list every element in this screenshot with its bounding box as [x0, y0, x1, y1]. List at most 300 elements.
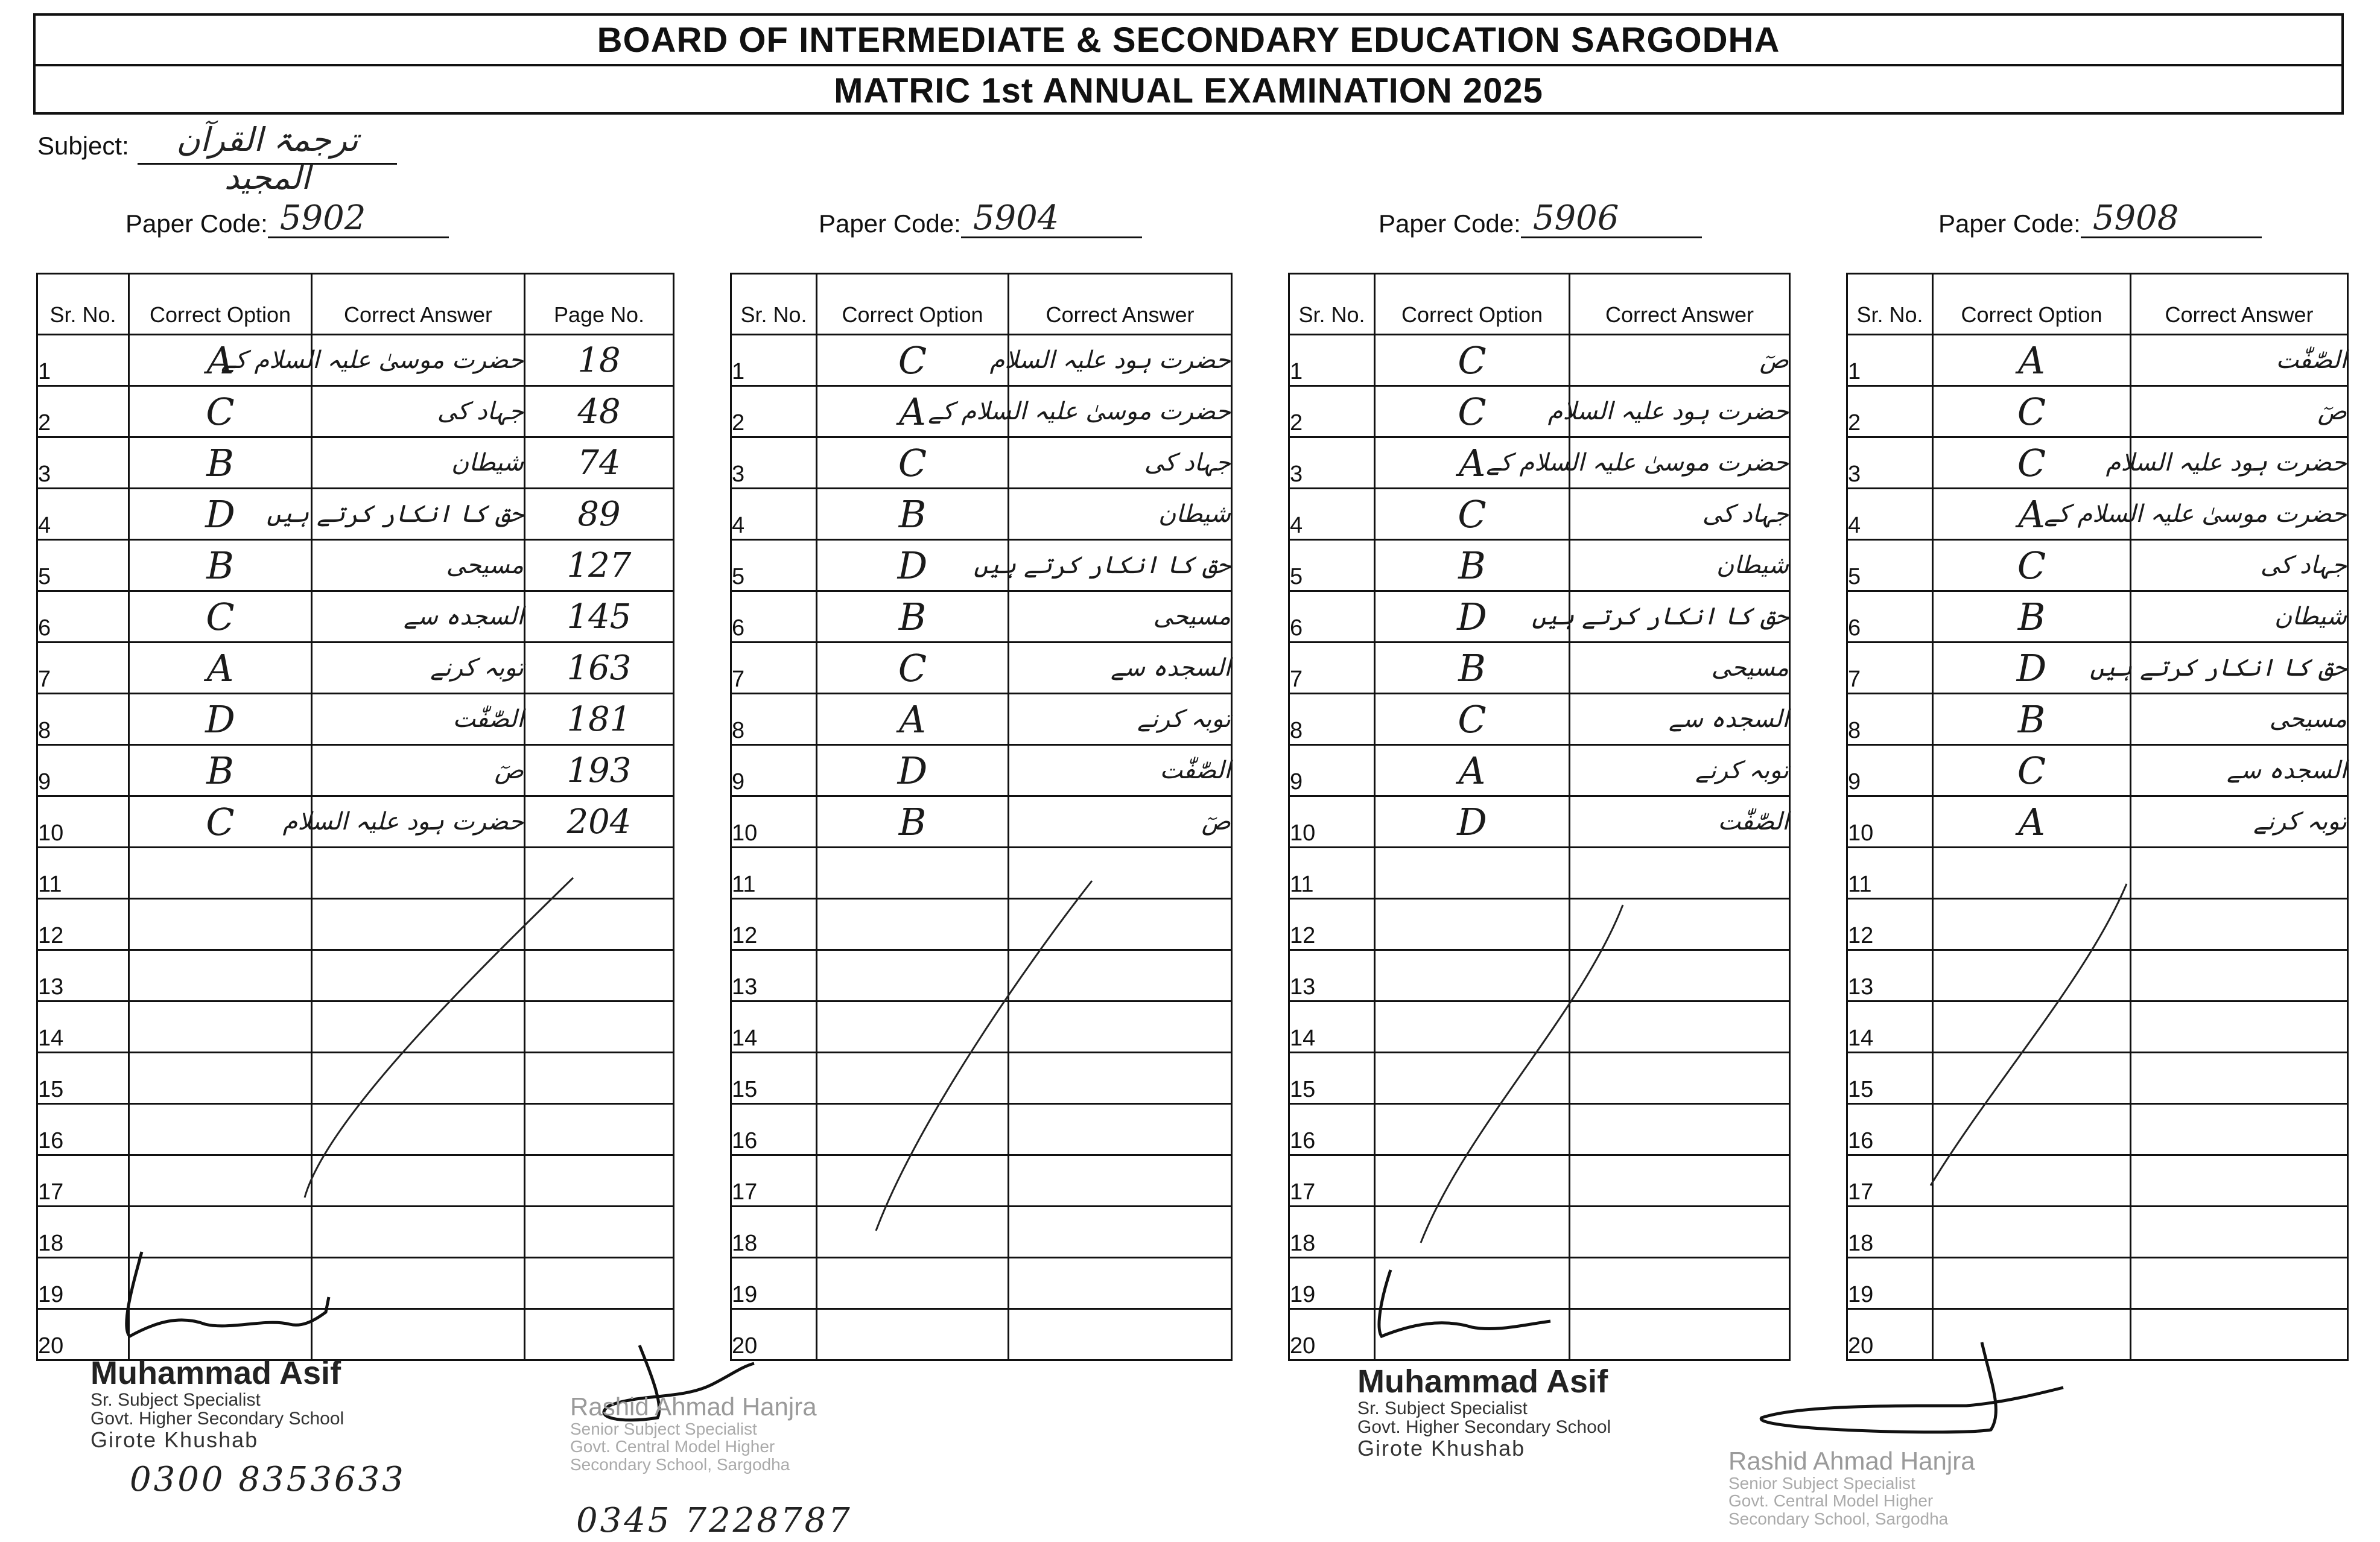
sr-cell: 18: [731, 1207, 817, 1258]
correct-answer-cell: [2131, 1258, 2348, 1309]
sr-cell: 13: [1289, 950, 1375, 1001]
correct-answer-cell: [2131, 899, 2348, 950]
correct-option-cell: [817, 1309, 1009, 1360]
sr-cell: 2: [1847, 386, 1933, 437]
paper-code-label: Paper Code:: [125, 209, 268, 238]
table-row: [731, 642, 1232, 694]
table-row: [37, 642, 674, 694]
correct-answer-cell: [1009, 1207, 1232, 1258]
correct-answer-cell: [2131, 848, 2348, 899]
correct-answer-cell: شیطان: [2131, 591, 2348, 642]
answer-key-table-3: [1288, 273, 1791, 1361]
stamp-school: Govt. Higher Secondary School: [1357, 1417, 1611, 1438]
correct-answer-cell: [2131, 1207, 2348, 1258]
sr-cell: 16: [1289, 1104, 1375, 1155]
table-row: [731, 591, 1232, 642]
sr-cell: 7: [731, 642, 817, 694]
phone-asif: 0300 8353633: [130, 1460, 406, 1499]
sr-cell: 2: [1289, 386, 1375, 437]
correct-answer-cell: [312, 1104, 525, 1155]
table-row: [1289, 489, 1790, 540]
correct-option-cell: [129, 950, 312, 1001]
correct-option-cell: [1933, 1258, 2131, 1309]
table-row: [1289, 1001, 1790, 1053]
correct-option-cell: B: [1933, 591, 2131, 642]
correct-answer-cell: [312, 1001, 525, 1053]
table-row: [731, 796, 1232, 848]
correct-answer-cell: [312, 950, 525, 1001]
table-row: [731, 848, 1232, 899]
correct-option-cell: C: [1375, 694, 1570, 745]
sr-cell: 11: [37, 848, 129, 899]
table-header-row: [731, 274, 1232, 335]
correct-answer-cell: [312, 1155, 525, 1207]
correct-option-cell: B: [129, 540, 312, 591]
correct-answer-cell: [1570, 1053, 1790, 1104]
page-no-cell: 181: [525, 694, 674, 745]
correct-answer-cell: حضرت موسیٰ علیہ السلام کے: [1009, 386, 1232, 437]
sr-cell: 4: [1289, 489, 1375, 540]
correct-option-cell: B: [817, 489, 1009, 540]
table-body: [1289, 335, 1790, 1360]
stamp-title: Senior Subject Specialist: [1728, 1474, 1915, 1493]
stamp-rashid-hanjra-2: [1728, 1448, 1975, 1528]
page-no-cell: [525, 1104, 674, 1155]
table-row: [1847, 1001, 2348, 1053]
correct-option-cell: B: [1933, 694, 2131, 745]
table-body: [1847, 335, 2348, 1360]
page-no-cell: 145: [525, 591, 674, 642]
correct-answer-cell: [312, 1258, 525, 1309]
sr-cell: 17: [1847, 1155, 1933, 1207]
correct-option-cell: C: [1933, 386, 2131, 437]
sr-cell: 16: [1847, 1104, 1933, 1155]
table-row: [1289, 796, 1790, 848]
stamp-muhammad-asif-2: [1357, 1365, 1611, 1459]
sr-cell: 4: [731, 489, 817, 540]
table-row: [1847, 1309, 2348, 1360]
correct-answer-cell: [312, 1309, 525, 1360]
correct-option-cell: C: [129, 796, 312, 848]
table-header-row: [37, 274, 674, 335]
correct-answer-cell: جہاد کی: [312, 386, 525, 437]
page-no-cell: [525, 899, 674, 950]
stamp-school: Govt. Higher Secondary School: [90, 1409, 344, 1429]
correct-option-cell: [1375, 848, 1570, 899]
table-row: [731, 540, 1232, 591]
page-no-cell: 89: [525, 489, 674, 540]
correct-option-cell: A: [1375, 745, 1570, 796]
stamp-school: Govt. Central Model Higher: [570, 1437, 775, 1456]
correct-answer-cell: توبہ کرنے: [1009, 694, 1232, 745]
sr-cell: 13: [1847, 950, 1933, 1001]
correct-answer-cell: شیطان: [1009, 489, 1232, 540]
table-row: [1289, 1258, 1790, 1309]
sr-cell: 19: [1289, 1258, 1375, 1309]
correct-answer-cell: شیطان: [312, 437, 525, 489]
stamp-name: Muhammad Asif: [1357, 1363, 1608, 1400]
sr-cell: 13: [731, 950, 817, 1001]
page-no-cell: 127: [525, 540, 674, 591]
answer-key-table-2: [730, 273, 1233, 1361]
correct-answer-cell: الصّٰفّٰت: [1009, 745, 1232, 796]
table-row: [731, 1001, 1232, 1053]
table-row: [1289, 899, 1790, 950]
correct-option-cell: C: [817, 437, 1009, 489]
correct-option-cell: [1933, 1309, 2131, 1360]
correct-answer-cell: [312, 848, 525, 899]
table-row: [37, 540, 674, 591]
sr-cell: 5: [37, 540, 129, 591]
col-sr-header: Sr. No.: [1289, 274, 1375, 335]
sr-cell: 20: [37, 1309, 129, 1360]
sr-cell: 5: [1289, 540, 1375, 591]
sr-cell: 8: [37, 694, 129, 745]
correct-option-cell: D: [1933, 642, 2131, 694]
paper-code-value: 5906: [1521, 200, 1702, 238]
table-row: [1847, 1207, 2348, 1258]
table-row: [1289, 1053, 1790, 1104]
answer-key-table-1: [36, 273, 674, 1361]
page-no-cell: 163: [525, 642, 674, 694]
sr-cell: 6: [37, 591, 129, 642]
correct-answer-cell: حضرت ہود علیہ السلام: [2131, 437, 2348, 489]
correct-option-cell: D: [129, 489, 312, 540]
table-row: [731, 899, 1232, 950]
sr-cell: 19: [1847, 1258, 1933, 1309]
correct-option-cell: [129, 1053, 312, 1104]
correct-option-cell: C: [817, 335, 1009, 386]
table-row: [1289, 591, 1790, 642]
correct-option-cell: B: [129, 745, 312, 796]
correct-option-cell: C: [1933, 437, 2131, 489]
correct-answer-cell: [312, 1053, 525, 1104]
table-row: [1289, 1155, 1790, 1207]
correct-option-cell: C: [1375, 489, 1570, 540]
table-row: [37, 437, 674, 489]
correct-option-cell: [1375, 1104, 1570, 1155]
paper-code-1: [125, 200, 449, 238]
correct-option-cell: [1375, 950, 1570, 1001]
correct-answer-cell: [312, 1207, 525, 1258]
correct-answer-cell: شیطان: [1570, 540, 1790, 591]
stamp-muhammad-asif-1: [90, 1356, 344, 1451]
table-row: [37, 489, 674, 540]
correct-option-cell: [1375, 1309, 1570, 1360]
page-no-cell: [525, 950, 674, 1001]
correct-answer-cell: [1570, 1155, 1790, 1207]
table-body: [37, 335, 674, 1360]
correct-option-cell: C: [129, 386, 312, 437]
sr-cell: 18: [1289, 1207, 1375, 1258]
paper-code-value: 5904: [961, 200, 1142, 238]
subject-value: ترجمۃ القرآن المجید: [138, 121, 397, 165]
page-no-cell: 18: [525, 335, 674, 386]
paper-code-4: [1938, 200, 2262, 238]
col-option-header: Correct Option: [1933, 274, 2131, 335]
sr-cell: 7: [1289, 642, 1375, 694]
correct-option-cell: D: [817, 540, 1009, 591]
table-body: [731, 335, 1232, 1360]
stamp-title: Sr. Subject Specialist: [90, 1389, 261, 1410]
correct-option-cell: A: [817, 386, 1009, 437]
table-row: [1847, 642, 2348, 694]
paper-code-value: 5902: [268, 200, 449, 238]
correct-answer-cell: [1570, 1309, 1790, 1360]
correct-option-cell: C: [1375, 386, 1570, 437]
correct-answer-cell: حضرت موسیٰ علیہ السلام کے: [2131, 489, 2348, 540]
sr-cell: 6: [1289, 591, 1375, 642]
correct-option-cell: [1375, 899, 1570, 950]
stamp-title: Senior Subject Specialist: [570, 1420, 757, 1439]
sr-cell: 13: [37, 950, 129, 1001]
sr-cell: 3: [1289, 437, 1375, 489]
correct-option-cell: [1933, 1001, 2131, 1053]
stamp-title: Sr. Subject Specialist: [1357, 1398, 1528, 1418]
table-row: [1289, 1309, 1790, 1360]
table-row: [1289, 540, 1790, 591]
correct-answer-cell: [1570, 848, 1790, 899]
table-row: [1847, 1104, 2348, 1155]
sr-cell: 14: [1847, 1001, 1933, 1053]
correct-answer-cell: صٓ: [1570, 335, 1790, 386]
correct-option-cell: C: [129, 591, 312, 642]
table-row: [731, 950, 1232, 1001]
table-row: [37, 1207, 674, 1258]
sr-cell: 11: [1847, 848, 1933, 899]
correct-answer-cell: السجدہ سے: [1009, 642, 1232, 694]
page-no-cell: 48: [525, 386, 674, 437]
exam-title: MATRIC 1st ANNUAL EXAMINATION 2025: [36, 64, 2341, 115]
correct-answer-cell: [1009, 899, 1232, 950]
sr-cell: 11: [1289, 848, 1375, 899]
correct-option-cell: [129, 1207, 312, 1258]
table-row: [1289, 848, 1790, 899]
correct-option-cell: [817, 1258, 1009, 1309]
table-row: [731, 489, 1232, 540]
sr-cell: 2: [37, 386, 129, 437]
sr-cell: 1: [37, 335, 129, 386]
table-row: [37, 848, 674, 899]
stamp-rashid-hanjra-1: [570, 1394, 817, 1473]
correct-option-cell: [1375, 1207, 1570, 1258]
table-row: [37, 1258, 674, 1309]
sr-cell: 16: [37, 1104, 129, 1155]
sr-cell: 12: [37, 899, 129, 950]
correct-answer-cell: توبہ کرنے: [2131, 796, 2348, 848]
correct-option-cell: [129, 899, 312, 950]
correct-answer-cell: السجدہ سے: [1570, 694, 1790, 745]
correct-answer-cell: [2131, 1104, 2348, 1155]
stamp-place: Secondary School, Sargodha: [570, 1455, 790, 1474]
correct-option-cell: [1933, 899, 2131, 950]
sr-cell: 20: [1847, 1309, 1933, 1360]
table-row: [1847, 694, 2348, 745]
correct-option-cell: [1375, 1053, 1570, 1104]
sr-cell: 20: [731, 1309, 817, 1360]
col-answer-header: Correct Answer: [1009, 274, 1232, 335]
correct-answer-cell: الصّٰفّٰت: [312, 694, 525, 745]
table-row: [1847, 386, 2348, 437]
correct-option-cell: [129, 1104, 312, 1155]
correct-answer-cell: [1009, 1258, 1232, 1309]
correct-answer-cell: [1009, 1155, 1232, 1207]
table-row: [37, 694, 674, 745]
correct-option-cell: [817, 950, 1009, 1001]
sr-cell: 17: [37, 1155, 129, 1207]
sr-cell: 8: [731, 694, 817, 745]
correct-option-cell: B: [817, 796, 1009, 848]
sr-cell: 1: [1847, 335, 1933, 386]
correct-option-cell: C: [1933, 540, 2131, 591]
paper-code-2: [819, 200, 1142, 238]
sr-cell: 17: [731, 1155, 817, 1207]
sr-cell: 18: [1847, 1207, 1933, 1258]
page-no-cell: 204: [525, 796, 674, 848]
correct-answer-cell: [1009, 1104, 1232, 1155]
correct-answer-cell: مسیحی: [2131, 694, 2348, 745]
table-row: [1289, 694, 1790, 745]
sr-cell: 16: [731, 1104, 817, 1155]
table-row: [1847, 540, 2348, 591]
sr-cell: 12: [1847, 899, 1933, 950]
correct-option-cell: A: [1933, 796, 2131, 848]
correct-answer-cell: صٓ: [312, 745, 525, 796]
correct-option-cell: [817, 1155, 1009, 1207]
correct-answer-cell: [1570, 1258, 1790, 1309]
paper-code-label: Paper Code:: [819, 209, 961, 238]
table-row: [1847, 796, 2348, 848]
correct-option-cell: [817, 1053, 1009, 1104]
col-answer-header: Correct Answer: [1570, 274, 1790, 335]
correct-option-cell: [817, 1104, 1009, 1155]
correct-answer-cell: [1570, 1104, 1790, 1155]
table-row: [731, 335, 1232, 386]
stamp-name: Rashid Ahmad Hanjra: [1728, 1447, 1975, 1475]
sr-cell: 4: [1847, 489, 1933, 540]
correct-option-cell: A: [1375, 437, 1570, 489]
sr-cell: 9: [731, 745, 817, 796]
table-row: [731, 386, 1232, 437]
table-row: [1847, 1155, 2348, 1207]
table-row: [37, 335, 674, 386]
table-row: [1289, 1104, 1790, 1155]
table-row: [1847, 1053, 2348, 1104]
table-row: [37, 386, 674, 437]
table-row: [1289, 386, 1790, 437]
page-no-cell: [525, 1258, 674, 1309]
sr-cell: 2: [731, 386, 817, 437]
correct-answer-cell: مسیحی: [1009, 591, 1232, 642]
col-page-header: Page No.: [525, 274, 674, 335]
correct-answer-cell: حق کا انکار کرتے ہیں: [1009, 540, 1232, 591]
sr-cell: 11: [731, 848, 817, 899]
correct-answer-cell: [2131, 1155, 2348, 1207]
table-row: [731, 1104, 1232, 1155]
correct-answer-cell: حق کا انکار کرتے ہیں: [312, 489, 525, 540]
table-row: [731, 1207, 1232, 1258]
correct-answer-cell: السجدہ سے: [312, 591, 525, 642]
table-row: [1847, 335, 2348, 386]
sr-cell: 8: [1847, 694, 1933, 745]
correct-option-cell: [817, 899, 1009, 950]
correct-answer-cell: [1009, 1309, 1232, 1360]
sr-cell: 17: [1289, 1155, 1375, 1207]
col-option-header: Correct Option: [1375, 274, 1570, 335]
sr-cell: 1: [731, 335, 817, 386]
correct-answer-cell: [2131, 950, 2348, 1001]
col-answer-header: Correct Answer: [2131, 274, 2348, 335]
table-row: [1289, 1207, 1790, 1258]
stamp-place: Girote Khushab: [1357, 1435, 1526, 1461]
correct-answer-cell: [312, 899, 525, 950]
sr-cell: 15: [37, 1053, 129, 1104]
correct-option-cell: A: [129, 335, 312, 386]
table-row: [1289, 950, 1790, 1001]
table-row: [1289, 437, 1790, 489]
table-row: [731, 745, 1232, 796]
table-row: [37, 796, 674, 848]
correct-option-cell: [1375, 1001, 1570, 1053]
table-row: [1847, 489, 2348, 540]
stamp-name: Rashid Ahmad Hanjra: [570, 1392, 817, 1421]
table-row: [1847, 437, 2348, 489]
correct-answer-cell: [1570, 1207, 1790, 1258]
correct-answer-cell: جہاد کی: [1009, 437, 1232, 489]
table-row: [731, 1258, 1232, 1309]
table-row: [1847, 591, 2348, 642]
table-row: [37, 1155, 674, 1207]
stamp-name: Muhammad Asif: [90, 1355, 341, 1391]
correct-answer-cell: حضرت موسیٰ علیہ السلام کے: [312, 335, 525, 386]
sr-cell: 8: [1289, 694, 1375, 745]
col-option-header: Correct Option: [817, 274, 1009, 335]
table-row: [37, 591, 674, 642]
correct-option-cell: [817, 1001, 1009, 1053]
sr-cell: 10: [1847, 796, 1933, 848]
page-no-cell: 193: [525, 745, 674, 796]
correct-option-cell: B: [1375, 642, 1570, 694]
table-row: [37, 1001, 674, 1053]
correct-option-cell: D: [817, 745, 1009, 796]
page-no-cell: [525, 1207, 674, 1258]
table-row: [37, 1104, 674, 1155]
sr-cell: 10: [731, 796, 817, 848]
paper-code-value: 5908: [2081, 200, 2262, 238]
correct-option-cell: B: [1375, 540, 1570, 591]
table-row: [37, 745, 674, 796]
paper-code-label: Paper Code:: [1938, 209, 2081, 238]
table-row: [731, 694, 1232, 745]
sr-cell: 14: [731, 1001, 817, 1053]
col-option-header: Correct Option: [129, 274, 312, 335]
table-row: [1847, 1258, 2348, 1309]
stamp-school: Govt. Central Model Higher: [1728, 1491, 1934, 1511]
correct-option-cell: C: [817, 642, 1009, 694]
sr-cell: 4: [37, 489, 129, 540]
sr-cell: 1: [1289, 335, 1375, 386]
table-row: [37, 899, 674, 950]
table-row: [731, 1053, 1232, 1104]
col-sr-header: Sr. No.: [731, 274, 817, 335]
correct-option-cell: B: [129, 437, 312, 489]
correct-option-cell: [129, 1155, 312, 1207]
correct-option-cell: [817, 848, 1009, 899]
correct-answer-cell: [2131, 1309, 2348, 1360]
correct-option-cell: D: [1375, 591, 1570, 642]
table-row: [731, 1155, 1232, 1207]
correct-answer-cell: حضرت موسیٰ علیہ السلام کے: [1570, 437, 1790, 489]
